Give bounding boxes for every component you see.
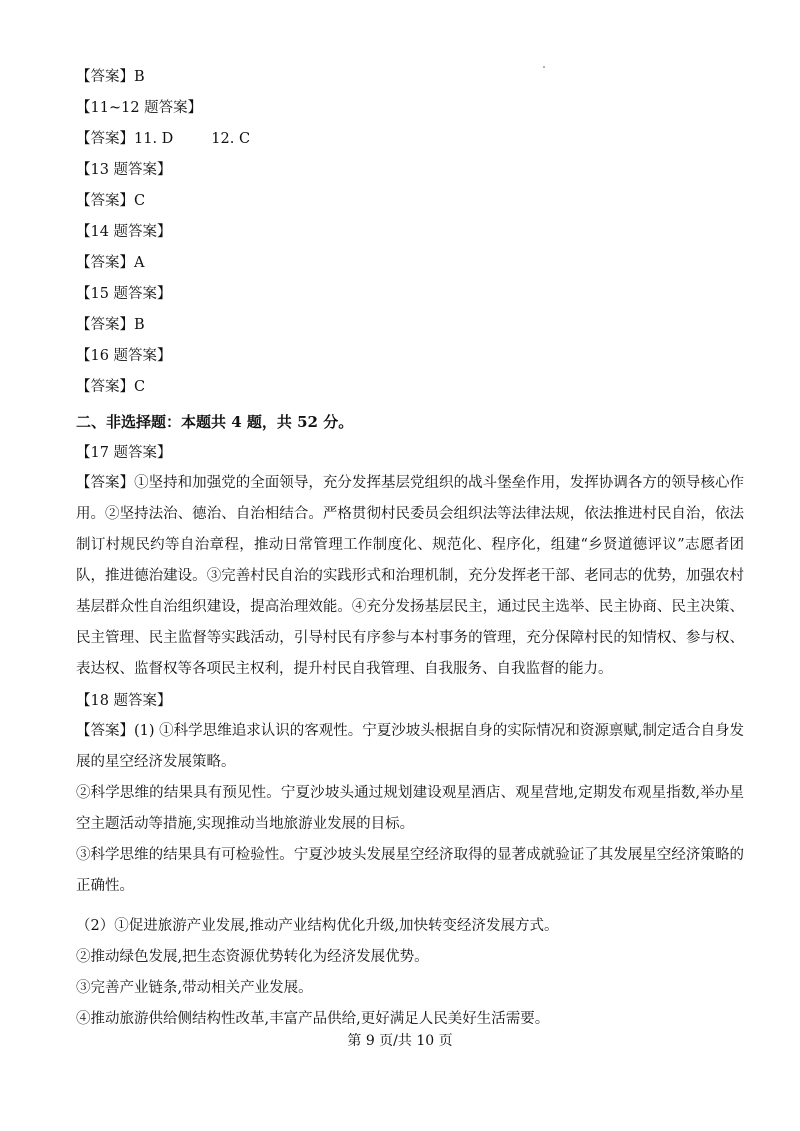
answer-12: 12. C [211, 131, 251, 147]
answer-line: 【答案】B [76, 317, 145, 333]
answer-18-part1-point2: ②科学思维的结果具有预见性。宁夏沙坡头通过规划建设观星酒店、观星营地,定期发布观星指数,举办星空主题活动等措施,实现推动当地旅游业发展的目标。 [76, 785, 744, 832]
answer-18-part1-point3: ③科学思维的结果具有可检验性。宁夏沙坡头发展星空经济取得的显著成就验证了其发展星空经济策略的正确性。 [76, 847, 744, 894]
answer-17: 【答案】①坚持和加强党的全面领导，充分发挥基层党组织的战斗堡垒作用，发挥协调各方的领导核心作用。②坚持法治、德治、自治相结合。严格贯彻村民委员会组织法等法律法规，依法推进村民自治，依法制订村规民约等自治章程，推动日常管理工作制度化、规范化、程序化，组建“乡贤道德评议”志愿者团队，推进德治建设。③完善村民自治的实践形式和治理机制，充分发挥老干部、老同志的优势，加强农村基层群众性自治组织建设，提高治理效能。④充分发扬基层民主，通过民主选举、民主协商、民主决策、民主管理、民主监督等实践活动，引导村民有序参与本村事务的管理，充分保障村民的知情权、参与权、表达权、监督权等各项民主权利，提升村民自我管理、自我服务、自我监督的能力。 [76, 475, 744, 677]
question-header: 【13 题答案】 [76, 162, 172, 178]
page-number-footer: 第 9 页/共 10 页 [347, 1033, 453, 1049]
answer-11: 【答案】11. D [76, 131, 174, 147]
question-header-17: 【17 题答案】 [76, 445, 172, 461]
section-heading: 二、非选择题：本题共 4 题，共 52 分。 [76, 413, 354, 431]
scan-dot-mark [543, 66, 545, 68]
question-header: 【16 题答案】 [76, 348, 172, 364]
answer-18-part2-point3: ③完善产业链条,带动相关产业发展。 [76, 980, 313, 996]
answer-18-part2-point4: ④推动旅游供给侧结构性改革,丰富产品供给,更好满足人民美好生活需要。 [76, 1011, 550, 1027]
question-header: 【11~12 题答案】 [76, 100, 203, 116]
answer-line [76, 129, 250, 149]
question-header-18: 【18 题答案】 [76, 693, 172, 709]
answer-line: 【答案】B [76, 69, 145, 85]
answer-18-part2-point1: （2）①促进旅游产业发展,推动产业结构优化升级,加快转变经济发展方式。 [76, 918, 559, 934]
question-header: 【15 题答案】 [76, 286, 172, 302]
answer-line: 【答案】A [76, 255, 145, 271]
answer-line: 【答案】C [76, 379, 146, 395]
answer-line: 【答案】C [76, 193, 146, 209]
question-header: 【14 题答案】 [76, 224, 172, 240]
answer-18-part1-point1: 【答案】(1) ①科学思维追求认识的客观性。宁夏沙坡头根据自身的实际情况和资源禀赋,制定适合自身发展的星空经济发展策略。 [76, 723, 744, 770]
answer-18-part2-point2: ②推动绿色发展,把生态资源优势转化为经济发展优势。 [76, 949, 429, 965]
